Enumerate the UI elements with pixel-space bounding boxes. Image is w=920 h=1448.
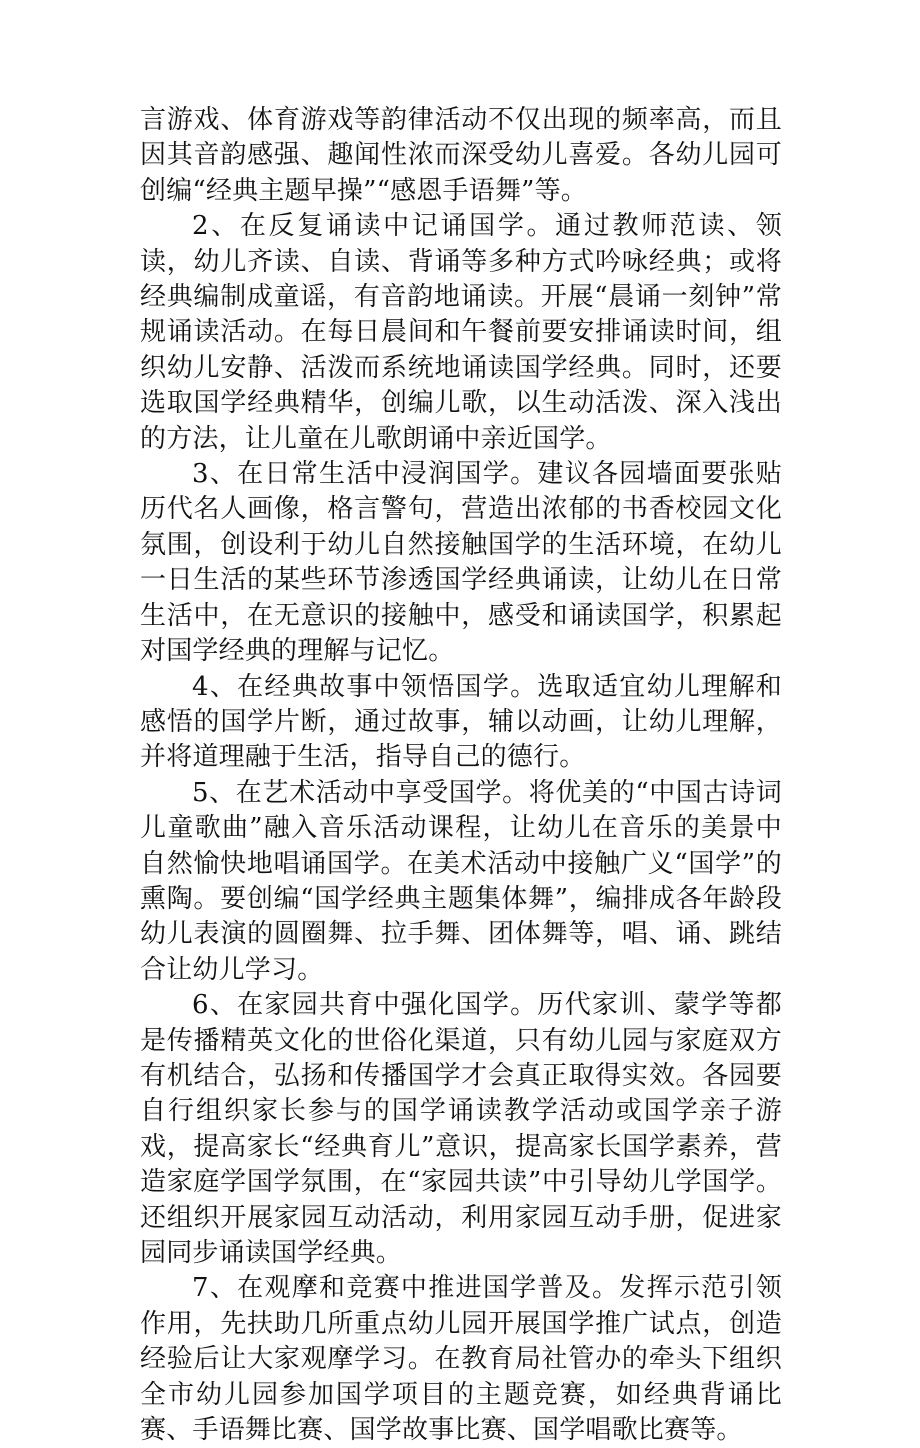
paragraph-continuation: 言游戏、体育游戏等韵律活动不仅出现的频率高，而且因其音韵感强、趣闻性浓而深受幼儿喜爱。各幼儿园可创编“经典主题早操”“感恩手语舞”等。	[140, 105, 782, 206]
paragraph-item-7: 7、在观摩和竞赛中推进国学普及。发挥示范引领作用，先扶助几所重点幼儿园开展国学推广试点，创造经验后让大家观摩学习。在教育局社管办的牵头下组织全市幼儿园参加国学项目的主题竞赛，如经典背诵比赛、手语舞比赛、国学故事比赛、国学唱歌比赛等。	[140, 1273, 782, 1446]
body-text	[140, 103, 782, 1448]
paragraph-item-5: 5、在艺术活动中享受国学。将优美的“中国古诗词儿童歌曲”融入音乐活动课程，让幼儿在音乐的美景中自然愉快地唱诵国学。在美术活动中接触广义“国学”的熏陶。要创编“国学经典主题集体舞”，编排成各年龄段幼儿表演的圆圈舞、拉手舞、团体舞等，唱、诵、跳结合让幼儿学习。	[140, 777, 782, 985]
paragraph-item-4: 4、在经典故事中领悟国学。选取适宜幼儿理解和感悟的国学片断，通过故事，辅以动画，让幼儿理解，并将道理融于生活，指导自己的德行。	[140, 671, 782, 773]
paragraph-item-2: 2、在反复诵读中记诵国学。通过教师范读、领读，幼儿齐读、自读、背诵等多种方式吟咏经典；或将经典编制成童谣，有音韵地诵读。开展“晨诵一刻钟”常规诵读活动。在每日晨间和午餐前要安排诵读时间，组织幼儿安静、活泼而系统地诵读国学经典。同时，还要选取国学经典精华，创编儿歌，以生动活泼、深入浅出的方法，让儿童在儿歌朗诵中亲近国学。	[140, 211, 782, 454]
paragraph-item-3: 3、在日常生活中浸润国学。建议各园墙面要张贴历代名人画像，格言警句，营造出浓郁的书香校园文化氛围，创设利于幼儿自然接触国学的生活环境，在幼儿一日生活的某些环节渗透国学经典诵读，让幼儿在日常生活中，在无意识的接触中，感受和诵读国学，积累起对国学经典的理解与记忆。	[140, 459, 782, 667]
paragraph-item-6: 6、在家园共育中强化国学。历代家训、蒙学等都是传播精英文化的世俗化渠道，只有幼儿园与家庭双方有机结合，弘扬和传播国学才会真正取得实效。各园要自行组织家长参与的国学诵读教学活动或国学亲子游戏，提高家长“经典育儿”意识，提高家长国学素养，营造家庭学国学氛围，在“家园共读”中引导幼儿学国学。还组织开展家园互动活动，利用家园互动手册，促进家园同步诵读国学经典。	[140, 990, 782, 1268]
